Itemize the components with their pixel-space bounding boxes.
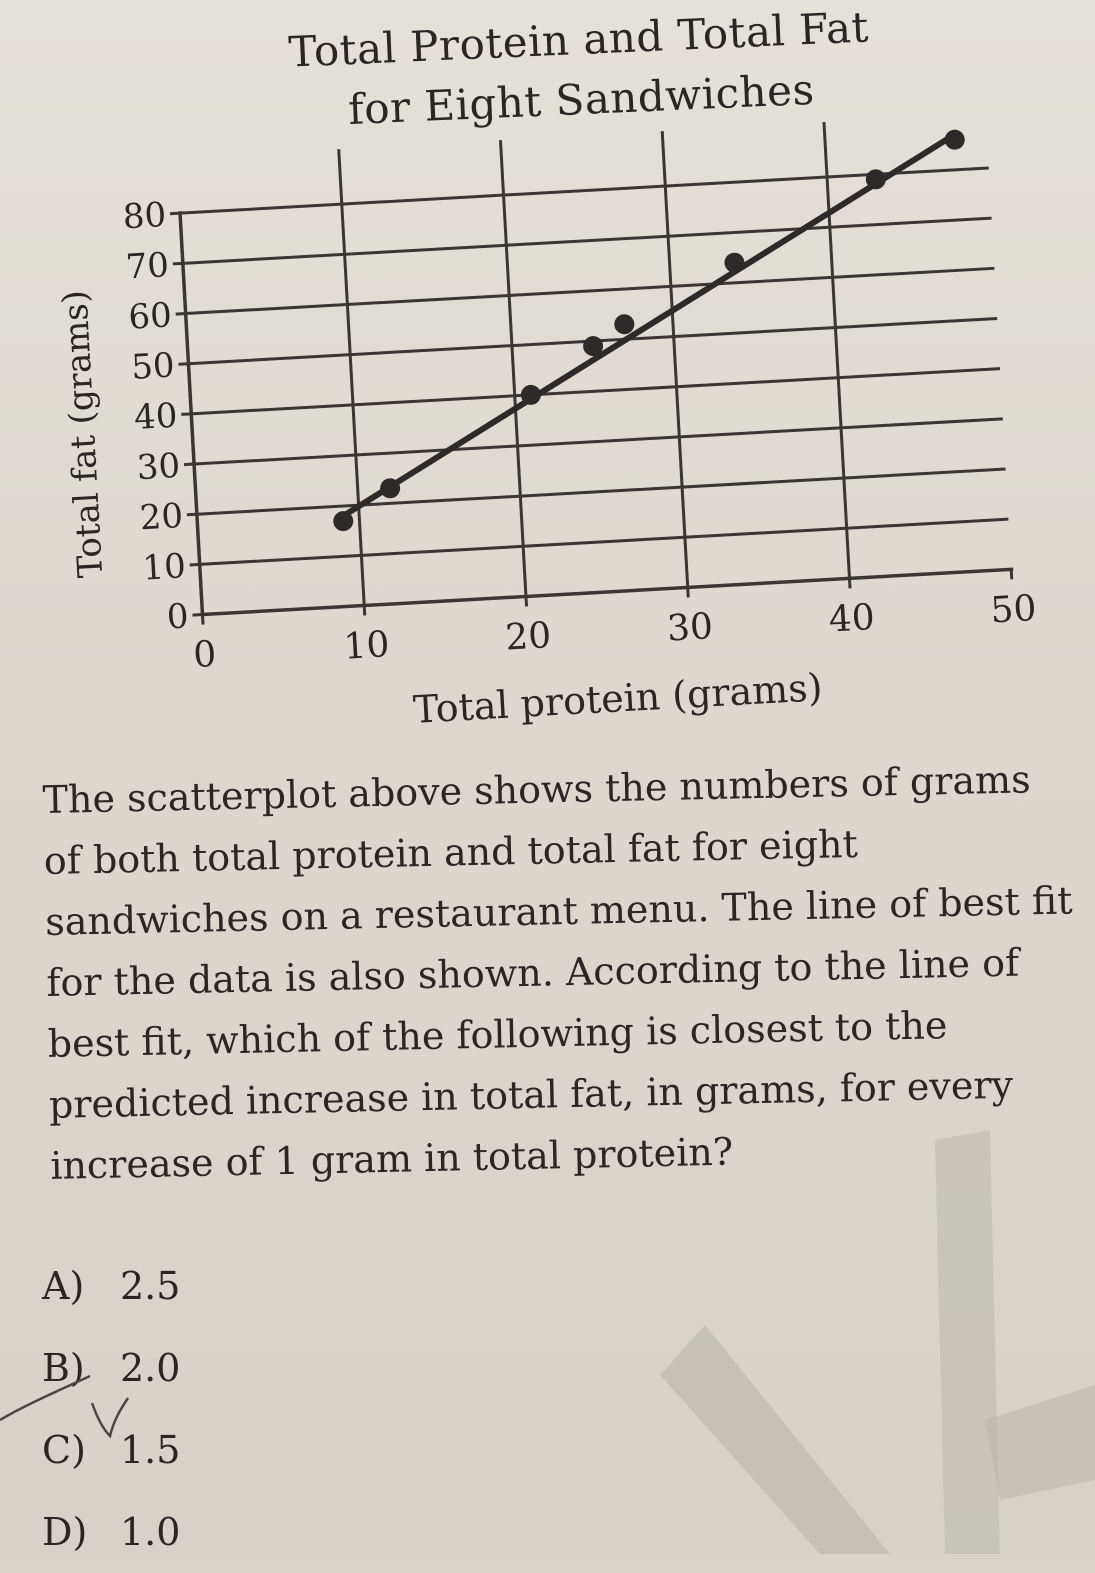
x-tick-label: 10 <box>342 624 391 668</box>
grid-line-y <box>197 469 1006 514</box>
y-tick-label: 10 <box>141 546 187 589</box>
tick-labels <box>122 148 1038 679</box>
y-tick-label: 0 <box>165 596 190 638</box>
choice-value: 2.5 <box>120 1264 181 1308</box>
y-tick-label: 30 <box>135 445 182 489</box>
y-tick-label: 50 <box>130 345 176 388</box>
choice-a[interactable] <box>42 1245 180 1327</box>
grid-line-y <box>200 519 1009 564</box>
y-tick-label: 70 <box>124 245 171 288</box>
choice-value: 1.0 <box>120 1510 181 1554</box>
x-axis <box>202 569 1013 614</box>
x-tick-label: 40 <box>827 597 876 641</box>
y-tick-mark <box>190 564 200 565</box>
choice-c[interactable] <box>42 1409 180 1491</box>
choice-value: 2.0 <box>120 1346 181 1390</box>
question-text: The scatterplot above shows the numbers of grams of both total protein and total fat for eight sandwiches on a restaurant menu. The line of best fit for the data is also shown. According to the line of best fit, which of the following is closest to the predicted increase in total fat, in grams, for every increase of 1 gram in total protein? <box>42 757 1073 1188</box>
x-tick-mark <box>526 596 527 606</box>
grid-line-x <box>339 149 365 605</box>
x-tick-label: 20 <box>504 615 553 659</box>
y-tick-label: 80 <box>121 194 168 238</box>
grid <box>177 113 1011 615</box>
chart-title-line-2: for Eight Sandwiches <box>347 64 816 135</box>
grid-line-y <box>194 419 1003 464</box>
x-tick-mark <box>202 615 203 625</box>
choice-d[interactable] <box>42 1491 180 1573</box>
y-tick-label: 20 <box>138 496 185 539</box>
choice-letter: B) <box>42 1346 85 1390</box>
x-tick-label: 30 <box>665 606 714 650</box>
answer-choices <box>42 1245 180 1573</box>
y-axis-label: Total fat (grams) <box>55 289 112 579</box>
y-tick-mark <box>176 314 186 315</box>
scatterplot <box>0 0 1095 760</box>
x-tick-mark <box>849 578 850 588</box>
y-tick-mark <box>184 464 194 465</box>
choice-value: 1.5 <box>120 1428 181 1472</box>
grid-line-x <box>500 140 526 596</box>
chart-title-line-1: Total Protein and Total Fat <box>287 2 870 77</box>
y-tick-mark <box>181 414 191 415</box>
x-tick-mark <box>364 606 365 616</box>
x-tick-mark <box>1011 569 1012 579</box>
choice-b[interactable] <box>42 1327 180 1409</box>
grid-line-x <box>662 131 688 587</box>
y-tick-label: 40 <box>133 395 179 439</box>
data-point <box>614 314 635 335</box>
y-tick-mark <box>178 364 188 365</box>
y-tick-label: 60 <box>127 295 173 338</box>
choice-letter: C) <box>42 1428 86 1472</box>
y-tick-mark <box>173 263 183 264</box>
grid-line-y <box>191 369 1000 414</box>
grid-line-x <box>824 122 850 578</box>
y-tick-mark <box>170 213 180 214</box>
x-tick-label: 50 <box>989 588 1038 632</box>
choice-letter: A) <box>42 1264 85 1308</box>
grid-line-y <box>183 218 992 263</box>
x-tick-mark <box>688 587 689 597</box>
choice-letter: D) <box>42 1510 88 1554</box>
grid-line-y <box>186 268 995 313</box>
axes <box>170 166 1014 625</box>
x-axis-label: Total protein (grams) <box>412 665 824 732</box>
data-point <box>944 129 965 150</box>
y-tick-mark <box>187 514 197 515</box>
x-tick-label: 0 <box>192 633 218 677</box>
